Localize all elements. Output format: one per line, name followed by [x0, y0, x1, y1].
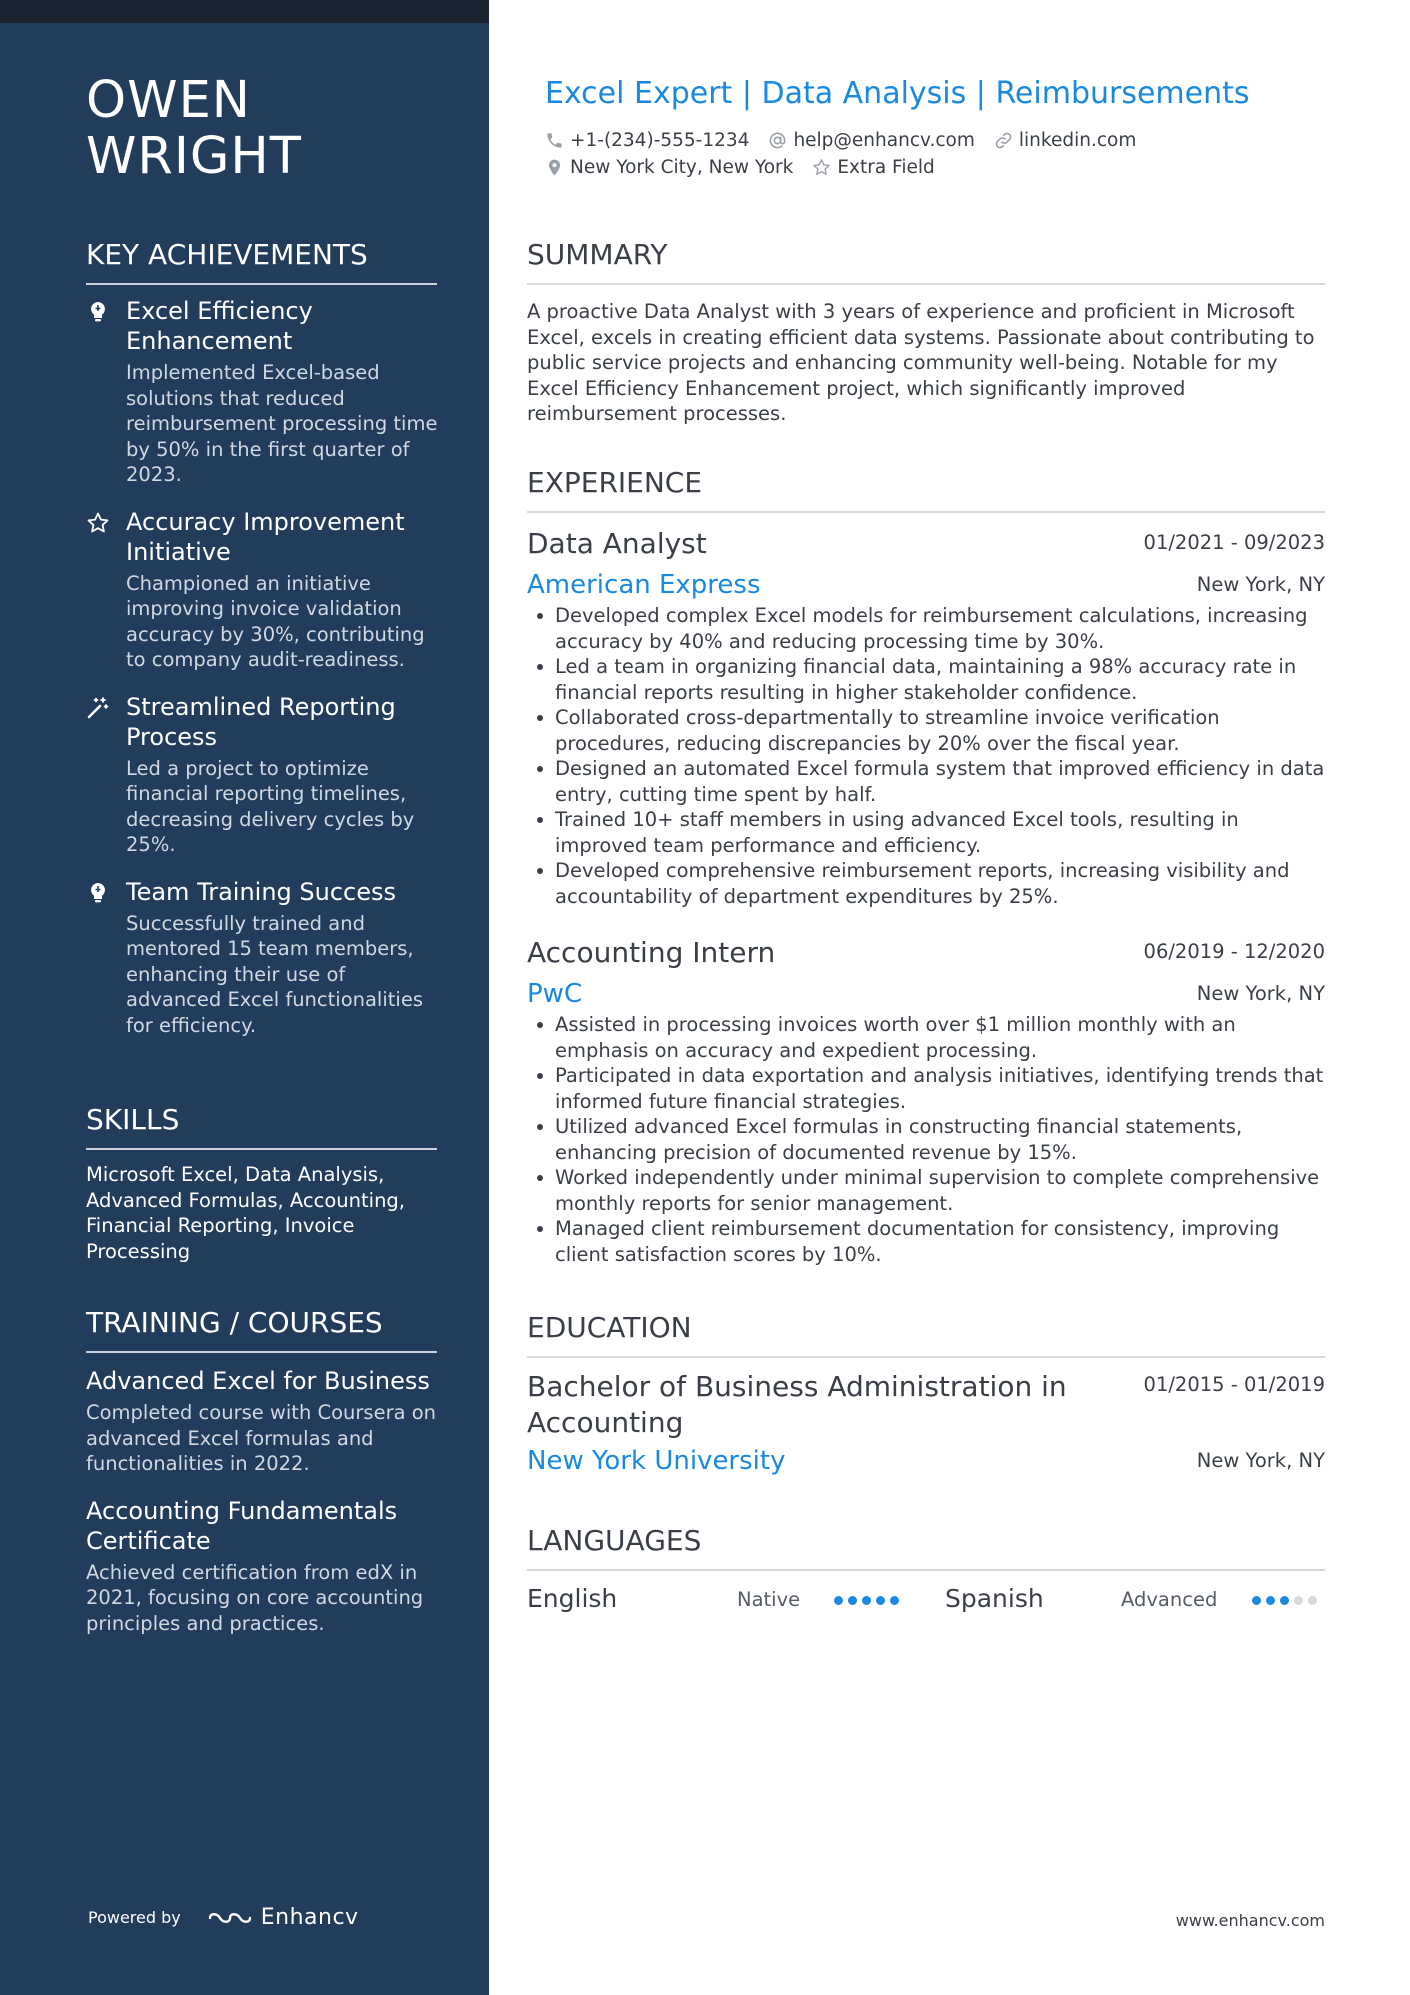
phone-number: +1-(234)-555-1234: [570, 130, 750, 151]
email-address: help@enhancv.com: [793, 130, 975, 151]
language-level: Native: [737, 1588, 801, 1611]
language-name: Spanish: [945, 1584, 1044, 1613]
contact-info: [545, 127, 1325, 181]
powered-by: [88, 1905, 359, 1930]
bullet-item: Utilized advanced Excel formulas in constructing financial statements, enhancing precision of documented revenue by 15%.: [527, 1114, 1325, 1165]
location-text: New York City, New York: [570, 157, 794, 178]
rating-dot-filled: [876, 1596, 885, 1605]
skills-heading: SKILLS: [86, 1103, 437, 1150]
rating-dot-empty: [1308, 1596, 1317, 1605]
achievement-item: [86, 507, 446, 673]
job-header: [527, 936, 1325, 978]
achievement-title: Excel Efficiency Enhancement: [126, 297, 313, 355]
powered-by-label: Powered by: [88, 1908, 181, 1927]
job-title: Data Analyst: [527, 527, 707, 560]
languages-list: [527, 1582, 1325, 1616]
rating-dot-filled: [862, 1596, 871, 1605]
contact-row: [545, 127, 1325, 154]
job-bullets: [527, 1012, 1325, 1267]
course-item: [86, 1496, 446, 1637]
rating-dot-filled: [1280, 1596, 1289, 1605]
phone-icon: [545, 131, 564, 150]
course-item: [86, 1366, 446, 1477]
candidate-name: [86, 73, 466, 185]
job-dates: 01/2021 - 09/2023: [1143, 531, 1325, 554]
bullet-item: Developed complex Excel models for reimbursement calculations, increasing accuracy by 40% and reducing processing time by 30%.: [527, 603, 1325, 654]
job-location: New York, NY: [1196, 573, 1325, 596]
achievement-title: Team Training Success: [126, 877, 396, 906]
bullet-item: Collaborated cross-departmentally to streamline invoice verification procedures, reducing discrepancies by 20% over the fiscal year.: [527, 705, 1325, 756]
course-description: Achieved certification from edX in 2021, focusing on core accounting principles and practices.: [86, 1560, 424, 1635]
lightbulb-icon: [86, 881, 110, 905]
enhancv-logo-icon: [207, 1906, 253, 1930]
summary-heading: SUMMARY: [527, 238, 1325, 285]
rating-dot-filled: [848, 1596, 857, 1605]
language-item: [945, 1582, 1325, 1616]
summary-text: A proactive Data Analyst with 3 years of experience and proficient in Microsoft Excel, excels in creating efficient data systems. Passionate about contributing to public service projects and enhancing community well-being. Notable for my Excel Efficiency Enhancement project, which significantly improved reimbursement processes.: [527, 300, 1315, 425]
language-rating: [1252, 1596, 1322, 1605]
bullet-item: Participated in data exportation and analysis initiatives, identifying trends that informed future financial strategies.: [527, 1063, 1325, 1114]
rating-dot-filled: [1266, 1596, 1275, 1605]
course-title: Advanced Excel for Business: [86, 1367, 430, 1395]
bullet-item: Managed client reimbursement documentation for consistency, improving client satisfaction scores by 10%.: [527, 1216, 1325, 1267]
training-heading: TRAINING / COURSES: [86, 1306, 437, 1353]
rating-dot-filled: [1252, 1596, 1261, 1605]
course-description: Completed course with Coursera on advanced Excel formulas and functionalities in 2022.: [86, 1401, 437, 1475]
contact-row: [545, 154, 1325, 181]
linkedin-contact[interactable]: [994, 130, 1136, 151]
job-location: New York, NY: [1196, 982, 1325, 1005]
language-name: English: [527, 1584, 618, 1613]
rating-dot-filled: [890, 1596, 899, 1605]
bullet-item: Assisted in processing invoices worth over $1 million monthly with an emphasis on accuracy and expedient processing.: [527, 1012, 1325, 1063]
company-name[interactable]: American Express: [527, 570, 761, 600]
location-contact: [545, 157, 793, 178]
job-header: [527, 527, 1325, 569]
course-title: Accounting Fundamentals Certificate: [86, 1496, 398, 1555]
bullet-item: Led a team in organizing financial data, maintaining a 98% accuracy rate in financial reports resulting in higher stakeholder confidence.: [527, 654, 1325, 705]
brand-logo[interactable]: [207, 1905, 359, 1930]
headline: Excel Expert | Data Analysis | Reimbursements: [545, 76, 1250, 111]
experience-heading: EXPERIENCE: [527, 466, 1325, 513]
first-name: OWEN: [86, 71, 251, 130]
main-content: [527, 0, 1325, 1995]
achievement-item: [86, 296, 446, 488]
job-entry: [527, 527, 1325, 909]
languages-heading: LANGUAGES: [527, 1524, 1325, 1571]
job-title: Accounting Intern: [527, 936, 776, 969]
location-pin-icon: [545, 158, 564, 177]
bullet-item: Worked independently under minimal supervision to complete comprehensive monthly reports for senior management.: [527, 1165, 1325, 1216]
achievement-description: Led a project to optimize financial reporting timelines, decreasing delivery cycles by 25%.: [126, 756, 415, 856]
phone-contact[interactable]: [545, 130, 749, 151]
rating-dot-filled: [834, 1596, 843, 1605]
achievement-title: Accuracy Improvement Initiative: [126, 507, 405, 566]
job-entry: [527, 936, 1325, 1267]
achievement-description: Championed an initiative improving invoice validation accuracy by 30%, contributing to company audit-readiness.: [126, 571, 425, 671]
achievements-heading: KEY ACHIEVEMENTS: [86, 238, 437, 285]
achievements-list: [86, 296, 446, 1057]
achievement-description: Successfully trained and mentored 15 team members, enhancing their use of advanced Excel functionalities for efficiency.: [126, 911, 423, 1037]
star-outline-icon: [812, 158, 831, 177]
education-subheader: [527, 1445, 1325, 1481]
star-icon: [86, 511, 110, 535]
company-name[interactable]: PwC: [527, 979, 583, 1009]
job-bullets: [527, 603, 1325, 909]
lightbulb-icon: [86, 300, 110, 324]
at-sign-icon: [768, 131, 787, 150]
bullet-item: Trained 10+ staff members in using advanced Excel tools, resulting in improved team performance and efficiency.: [527, 807, 1325, 858]
job-dates: 06/2019 - 12/2020: [1143, 940, 1325, 963]
sidebar: [0, 0, 489, 1995]
education-heading: EDUCATION: [527, 1311, 1325, 1358]
link-icon: [994, 131, 1013, 150]
brand-name: Enhancv: [260, 1905, 359, 1930]
linkedin-url: linkedin.com: [1018, 130, 1137, 151]
language-level: Advanced: [1121, 1588, 1218, 1611]
last-name: WRIGHT: [86, 127, 302, 186]
job-subheader: [527, 978, 1325, 1010]
education-entry: [527, 1369, 1325, 1481]
language-item: [527, 1582, 907, 1616]
education-dates: 01/2015 - 01/2019: [1143, 1373, 1325, 1396]
achievement-description: Implemented Excel-based solutions that reduced reimbursement processing time by 50% in the first quarter of 2023.: [126, 361, 438, 486]
rating-dot-empty: [1294, 1596, 1303, 1605]
degree-title: Bachelor of Business Administration in Accounting: [527, 1370, 1067, 1439]
achievement-item: [86, 692, 446, 858]
sidebar-top-bar: [0, 0, 489, 23]
achievement-item: [86, 877, 446, 1039]
school-name[interactable]: New York University: [527, 1446, 786, 1476]
bullet-item: Designed an automated Excel formula system that improved efficiency in data entry, cutting time spent by half.: [527, 756, 1325, 807]
courses-list: [86, 1366, 446, 1655]
extra-contact: [812, 157, 934, 178]
language-rating: [834, 1596, 904, 1605]
bullet-item: Developed comprehensive reimbursement reports, increasing visibility and accountability of department expenditures by 25%.: [527, 858, 1325, 909]
site-url[interactable]: www.enhancv.com: [1175, 1911, 1325, 1930]
job-subheader: [527, 569, 1325, 601]
magic-wand-icon: [86, 696, 110, 720]
extra-field-text: Extra Field: [837, 157, 935, 178]
education-location: New York, NY: [1196, 1449, 1325, 1472]
email-contact[interactable]: [768, 130, 974, 151]
skills-list: Microsoft Excel, Data Analysis, Advanced Formulas, Accounting, Financial Reporting, Invoice Processing: [86, 1163, 406, 1263]
achievement-title: Streamlined Reporting Process: [126, 692, 396, 751]
